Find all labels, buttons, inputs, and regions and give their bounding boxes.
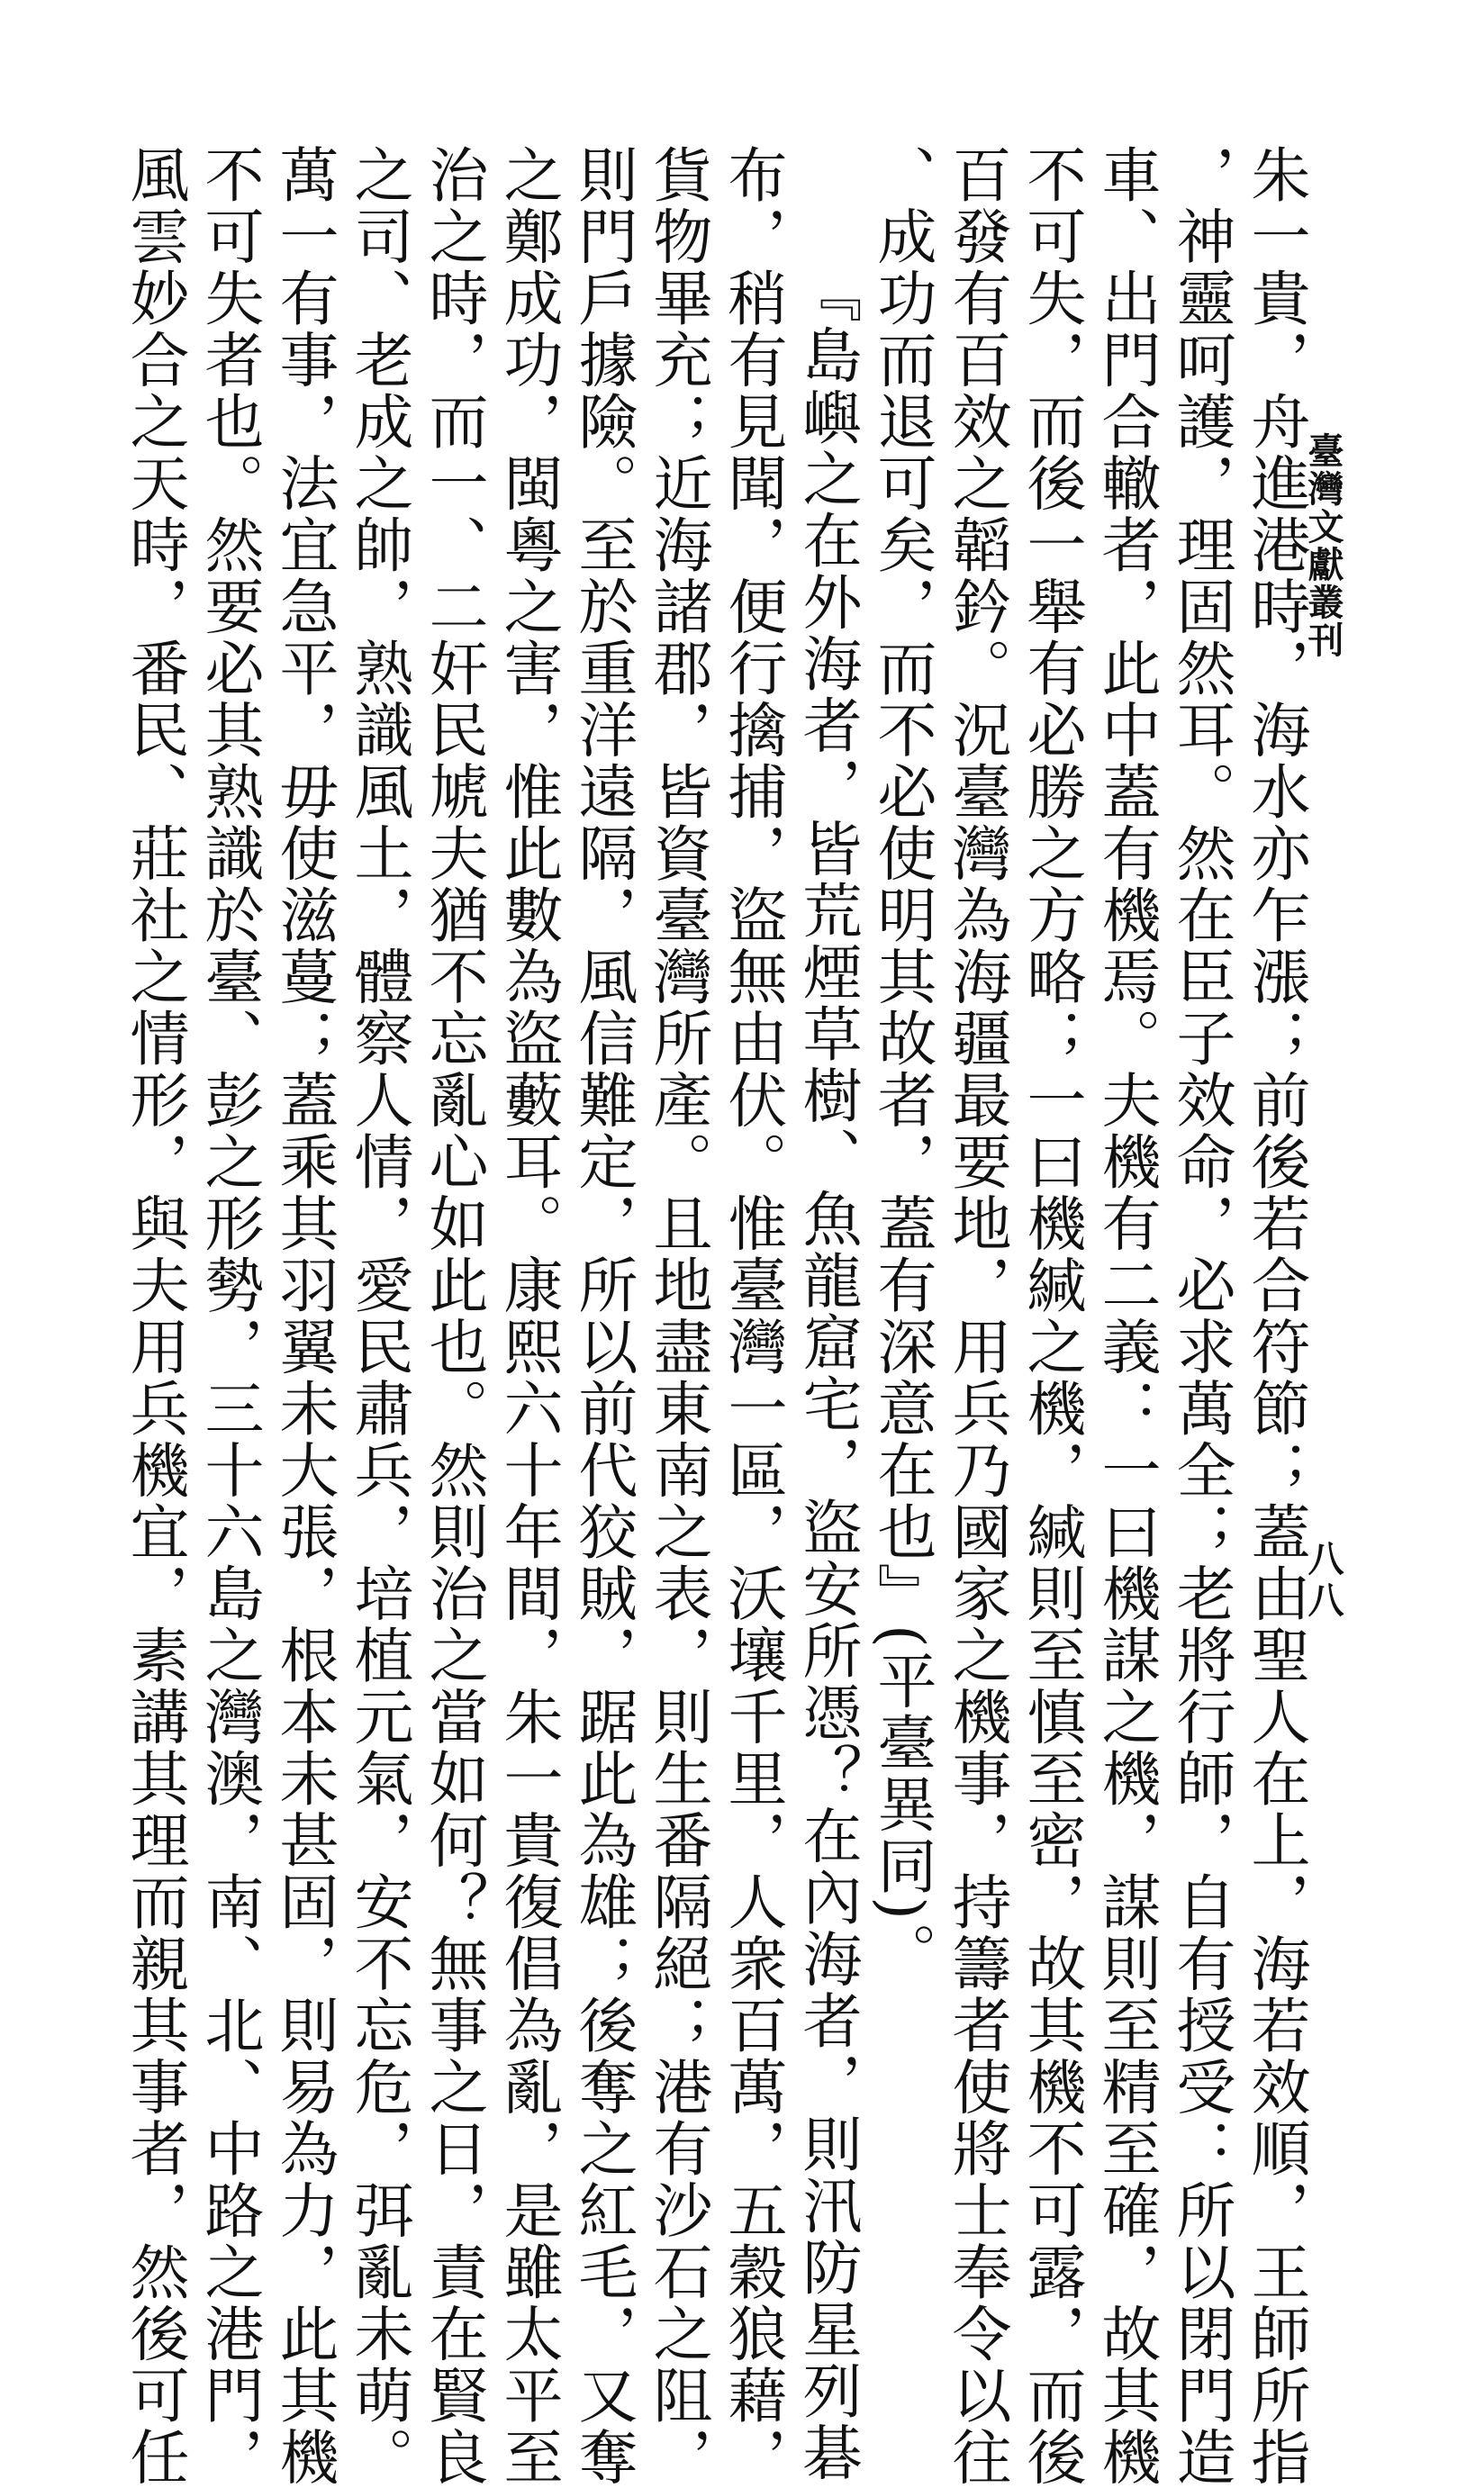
page-number: 八八 — [1302, 1540, 1344, 1623]
text-column: 車、出門合轍者，此中蓋有機焉。夫機有二義：一曰機謀之機，謀則至精至確，故其機 — [1091, 144, 1161, 2488]
text-column: 則門戶據險。至於重洋遠隔，風信難定，所以前代狡賊，踞此為雄；後奪之紅毛，又奪 — [568, 144, 638, 2488]
text-column: 『島嶼之在外海者，皆荒煙草樹、魚龍窟宅，盜安所憑？在內海者，則汛防星列碁 — [792, 263, 862, 2483]
text-column: 、成功而退可矣，而不必使明其故者，蓋有深意在也』(平臺異同)。 — [867, 144, 937, 1984]
text-column: 風雲妙合之天時，番民、莊社之情形，與夫用兵機宜，素講其理而親其事者，然後可任 — [120, 144, 189, 2488]
text-column: 百發有百效之韜鈐。況臺灣為海疆最要地，用兵乃國家之機事，持籌者使將士奉令以往 — [942, 144, 1011, 2488]
text-column: 朱一貴，舟進港時，海水亦乍漲；前後若合符節；蓋由聖人在上，海若效順，王師所指 — [1241, 144, 1310, 2488]
text-column: 布，稍有見聞，便行擒捕，盜無由伏。惟臺灣一區，沃壤千里，人衆百萬，五穀狼藉， — [718, 144, 787, 2488]
text-column: ，神靈呵護，理固然耳。然在臣子效命，必求萬全；老將行師，自有授受：所以閉門造 — [1166, 144, 1235, 2488]
body-text — [117, 144, 1313, 2488]
text-column: 萬一有事，法宜急平，毋使滋蔓；蓋乘其羽翼未大張，根本未甚固，則易為力，此其機 — [269, 144, 339, 2488]
text-column: 之鄭成功，閩粵之害，惟此數為盜藪耳。康熙六十年間，朱一貴復倡為亂，是雖太平至 — [493, 144, 563, 2488]
text-column: 治之時，而一、二奸民虓夫猶不忘亂心如此也。然則治之當如何？無事之日，責在賢良 — [419, 144, 488, 2488]
text-column: 貨物畢充；近海諸郡，皆資臺灣所產。且地盡東南之表，則生番隔絕；港有沙石之阻， — [643, 144, 712, 2488]
text-column: 不可失者也。然要必其熟識於臺、彭之形勢，三十六島之灣澳，南、北、中路之港門， — [195, 144, 264, 2488]
text-column: 之司、老成之帥，熟識風土，體察人情，愛民肅兵，培植元氣，安不忘危，弭亂未萌。 — [344, 144, 413, 2488]
series-title: 臺灣文獻叢刊 — [1302, 432, 1344, 659]
text-column: 不可失，而後一舉有必勝之方略；一曰機緘之機，緘則至慎至密，故其機不可露，而後 — [1017, 144, 1086, 2488]
